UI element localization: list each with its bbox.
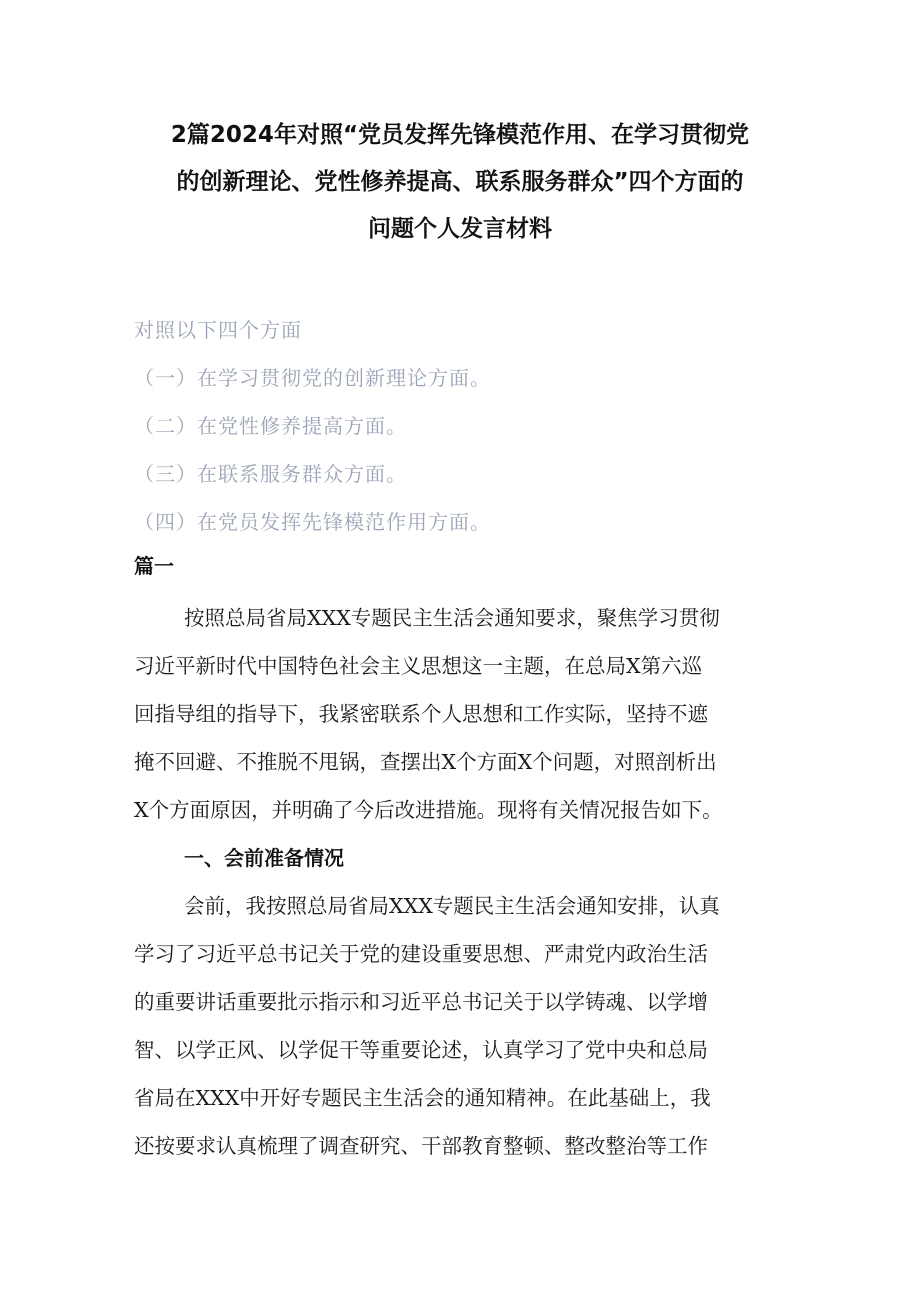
document-title xyxy=(120,112,800,253)
paragraph-1 xyxy=(134,594,794,834)
paragraph-1-line: 回指导组的指导下，我紧密联系个人思想和工作实际，坚持不遮 xyxy=(134,702,708,726)
paragraph-2-line: 还按要求认真梳理了调查研究、干部教育整顿、整改整治等工作 xyxy=(134,1134,708,1158)
paragraph-2-line: 学习了习近平总书记关于党的建设重要思想、严肃党内政治生活 xyxy=(134,942,708,966)
aspect-item-1: （一）在学习贯彻党的创新理论方面。 xyxy=(134,366,491,390)
aspect-item-2: （二）在党性修养提高方面。 xyxy=(134,414,407,438)
paragraph-1-line: 习近平新时代中国特色社会主义思想这一主题，在总局X第六巡 xyxy=(134,654,703,678)
title-line-2: 的创新理论、党性修养提高、联系服务群众”四个方面的 xyxy=(176,169,744,195)
heading-pre-meeting: 一、会前准备情况 xyxy=(184,846,344,870)
paragraph-2 xyxy=(134,882,794,1170)
aspects-intro: 对照以下四个方面 xyxy=(134,318,302,342)
aspect-item-4: （四）在党员发挥先锋模范作用方面。 xyxy=(134,510,491,534)
aspect-item-3: （三）在联系服务群众方面。 xyxy=(134,462,407,486)
title-line-1: 2篇2024年对照“党员发挥先锋模范作用、在学习贯彻党 xyxy=(170,122,750,148)
paragraph-1-line: X个方面原因，并明确了今后改进措施。现将有关情况报告如下。 xyxy=(134,798,723,822)
paragraph-2-line: 会前，我按照总局省局XXX专题民主生活会通知安排，认真 xyxy=(184,894,720,918)
title-line-3: 问题个人发言材料 xyxy=(368,216,552,242)
paragraph-2-line: 省局在XXX中开好专题民主生活会的通知精神。在此基础上，我 xyxy=(134,1086,711,1110)
section-label: 篇一 xyxy=(134,554,174,578)
paragraph-2-line: 智、以学正风、以学促干等重要论述，认真学习了党中央和总局 xyxy=(134,1038,708,1062)
aspects-list xyxy=(134,306,834,546)
paragraph-1-line: 按照总局省局XXX专题民主生活会通知要求，聚焦学习贯彻 xyxy=(184,606,720,630)
paragraph-1-line: 掩不回避、不推脱不甩锅，查摆出X个方面X个问题，对照剖析出 xyxy=(134,750,717,774)
paragraph-2-line: 的重要讲话重要批示指示和习近平总书记关于以学铸魂、以学增 xyxy=(134,990,708,1014)
